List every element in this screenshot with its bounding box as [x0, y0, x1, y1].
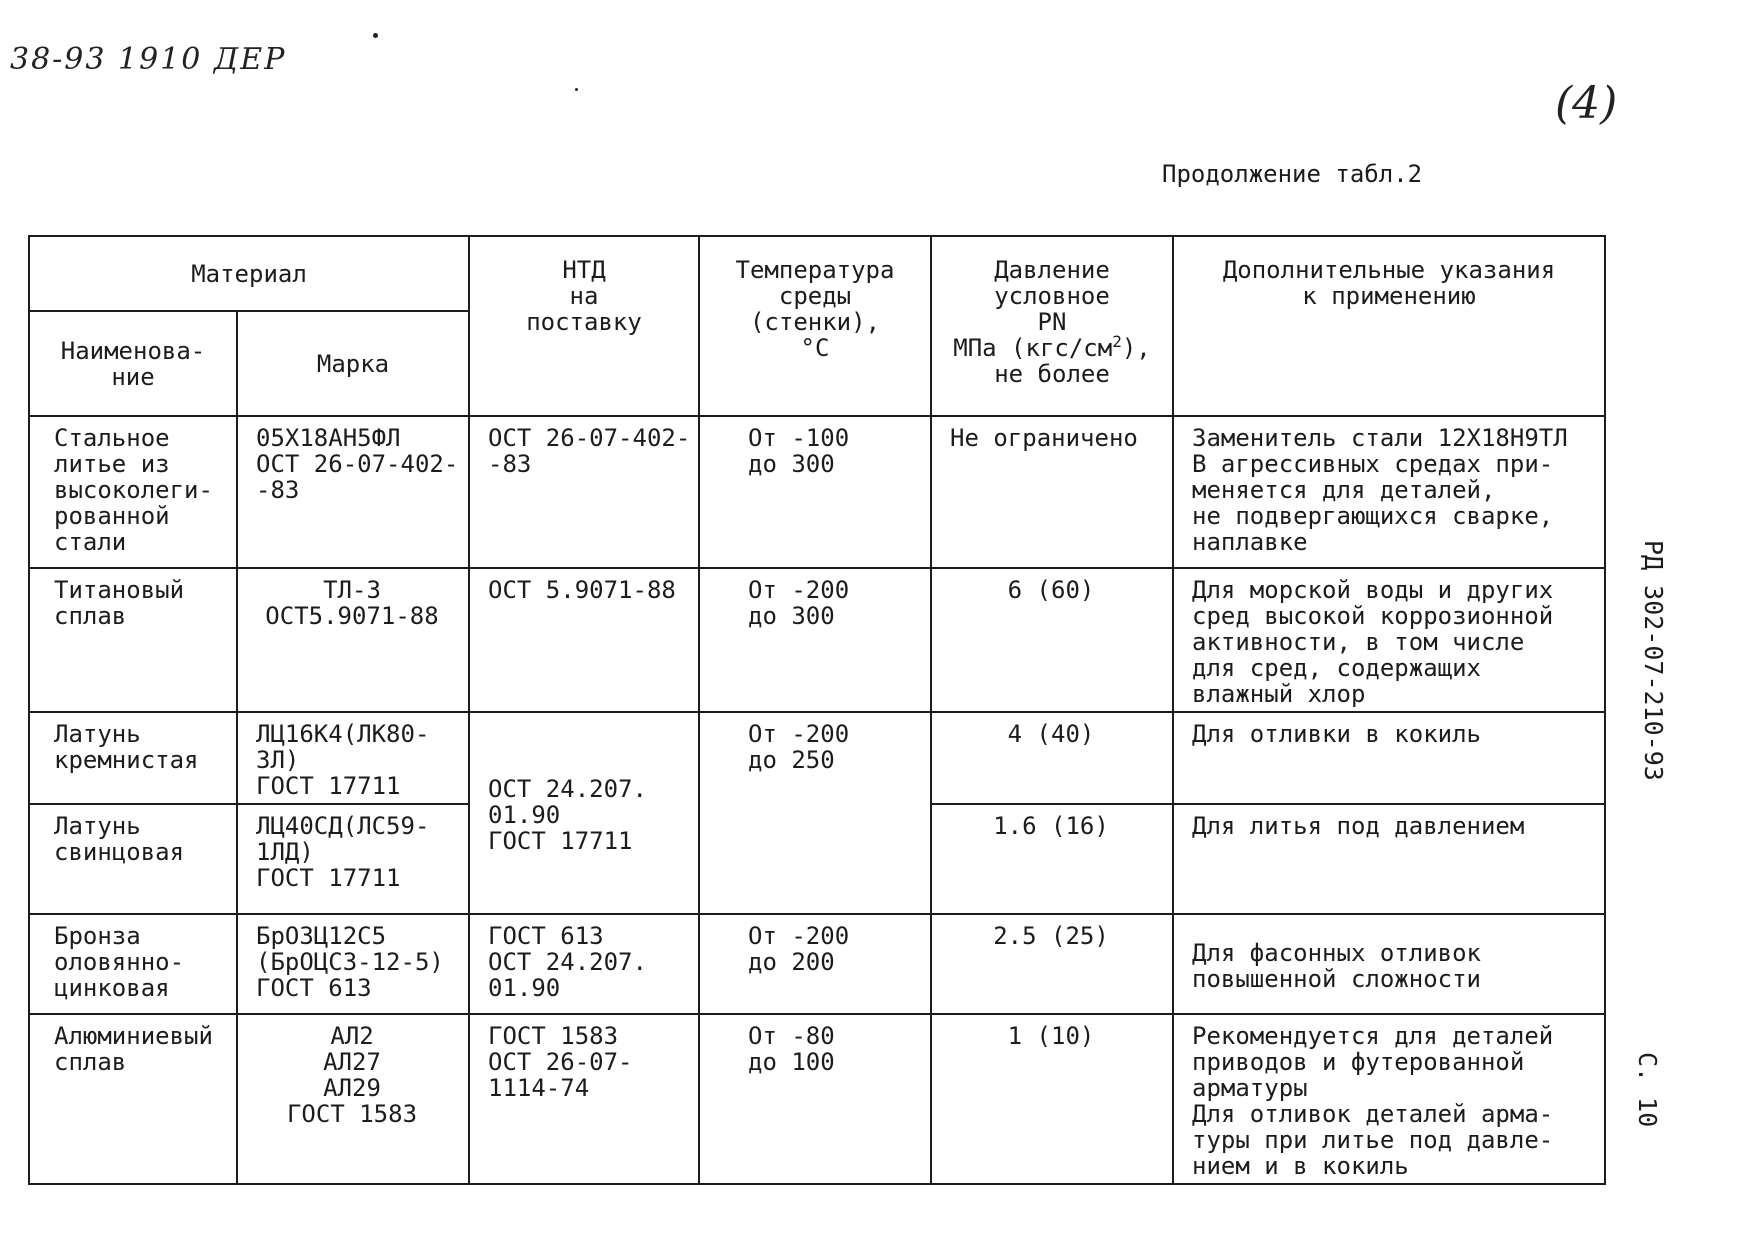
header-pressure-exponent: 2 — [1112, 332, 1122, 351]
cell-grade: ТЛ-3 ОСТ5.9071-88 — [237, 568, 469, 712]
table-row — [29, 1014, 1605, 1184]
cell-grade: АЛ2 АЛ27 АЛ29 ГОСТ 1583 — [237, 1014, 469, 1184]
cell-temperature: От -80 до 100 — [699, 1014, 931, 1184]
speck — [373, 33, 378, 38]
cell-temperature: От -200 до 300 — [699, 568, 931, 712]
header-ntd: НТД на поставку — [469, 236, 699, 416]
cell-pressure: 1.6 (16) — [931, 804, 1173, 914]
cell-ntd: ГОСТ 613 ОСТ 24.207. 01.90 — [469, 914, 699, 1014]
cell-name: Латунь кремнистая — [29, 712, 237, 804]
header-pressure — [931, 236, 1173, 416]
document-code: РД 302-07-210-93 — [1639, 540, 1668, 781]
cell-temperature: От -200 до 200 — [699, 914, 931, 1014]
table-row — [29, 914, 1605, 1014]
cell-notes: Для отливки в кокиль — [1173, 712, 1605, 804]
specification-table — [28, 235, 1606, 1185]
header-pressure-text-end: ), не более — [994, 334, 1151, 388]
handwritten-annotation: 38-93 1910 ДЕР — [10, 42, 287, 77]
cell-notes: Для морской воды и других сред высокой коррозионной активности, в том числе для сред, содержащих влажный хлор — [1173, 568, 1605, 712]
cell-grade: ЛЦ16К4(ЛК80-3Л) ГОСТ 17711 — [237, 712, 469, 804]
cell-name: Латунь свинцовая — [29, 804, 237, 914]
header-name: Наименова- ние — [29, 311, 237, 416]
cell-pressure: 1 (10) — [931, 1014, 1173, 1184]
cell-temperature: От -200 до 250 — [699, 712, 931, 914]
table-caption: Продолжение табл.2 — [1162, 160, 1423, 188]
cell-name: Бронза оловянно- цинковая — [29, 914, 237, 1014]
cell-pressure: 6 (60) — [931, 568, 1173, 712]
table-row — [29, 712, 1605, 804]
cell-ntd: ГОСТ 1583 ОСТ 26-07- 1114-74 — [469, 1014, 699, 1184]
cell-ntd: ОСТ 5.9071-88 — [469, 568, 699, 712]
header-notes: Дополнительные указания к применению — [1173, 236, 1605, 416]
cell-name: Титановый сплав — [29, 568, 237, 712]
header-material: Материал — [29, 236, 469, 311]
speck — [575, 88, 578, 91]
page-number: С. 10 — [1633, 1052, 1662, 1128]
header-temperature: Температура среды (стенки), °С — [699, 236, 931, 416]
cell-name: Алюминиевый сплав — [29, 1014, 237, 1184]
cell-temperature: От -100 до 300 — [699, 416, 931, 568]
header-grade: Марка — [237, 311, 469, 416]
cell-name: Стальное литье из высоколеги- рованной стали — [29, 416, 237, 568]
cell-pressure: Не ограничено — [931, 416, 1173, 568]
table-row — [29, 416, 1605, 568]
cell-notes: Заменитель стали 12Х18Н9ТЛ В агрессивных средах при- меняется для деталей, не подвергающихся сварке, наплавке — [1173, 416, 1605, 568]
handwritten-page-number: (4) — [1555, 78, 1618, 129]
header-pressure-text: Давление условное PN МПа (кгс/см — [953, 256, 1113, 362]
cell-pressure: 2.5 (25) — [931, 914, 1173, 1014]
cell-notes: Рекомендуется для деталей приводов и футерованной арматуры Для отливок деталей арма- туры при литье под давле- нием и в кокиль — [1173, 1014, 1605, 1184]
cell-notes: Для фасонных отливок повышенной сложности — [1173, 914, 1605, 1014]
cell-ntd: ОСТ 26-07-402- -83 — [469, 416, 699, 568]
cell-grade: БрО3Ц12С5 (БрОЦС3-12-5) ГОСТ 613 — [237, 914, 469, 1014]
table-row — [29, 568, 1605, 712]
cell-grade: ЛЦ40СД(ЛС59- 1ЛД) ГОСТ 17711 — [237, 804, 469, 914]
cell-grade: 05Х18АН5ФЛ ОСТ 26-07-402- -83 — [237, 416, 469, 568]
cell-notes: Для литья под давлением — [1173, 804, 1605, 914]
cell-pressure: 4 (40) — [931, 712, 1173, 804]
cell-ntd: ОСТ 24.207. 01.90 ГОСТ 17711 — [469, 712, 699, 914]
